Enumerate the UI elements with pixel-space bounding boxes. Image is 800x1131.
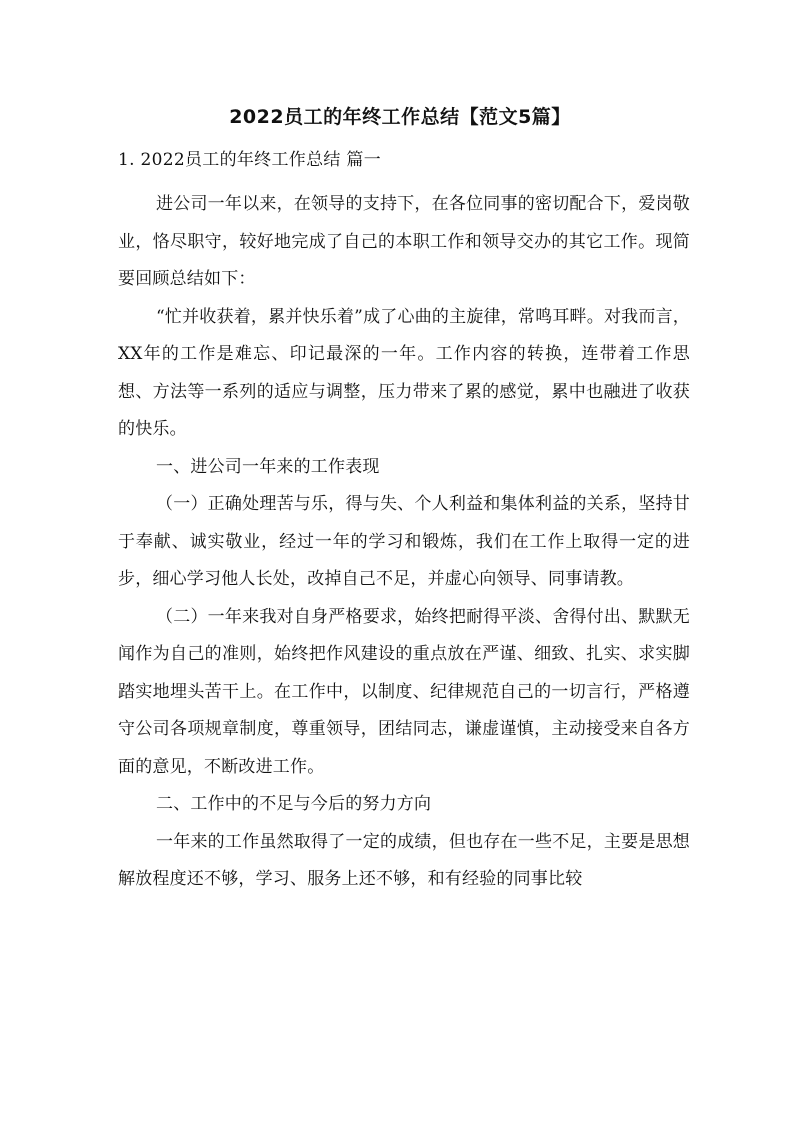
paragraph-point-one: （一）正确处理苦与乐，得与失、个人利益和集体利益的关系，坚持甘于奉献、诚实敬业，经过一年的学习和锻炼，我们在工作上取得一定的进步，细心学习他人长处，改掉自己不足，并虚心向领导、同事请教。: [118, 494, 690, 589]
document-title: 2022员工的年终工作总结【范文5篇】: [229, 106, 571, 128]
paragraph-reflection: “忙并收获着，累并快乐着”成了心曲的主旋律，常鸣耳畔。对我而言，XX年的工作是难忘、印记最深的一年。工作内容的转换，连带着工作思想、方法等一系列的适应与调整，压力带来了累的感觉，累中也融进了收获的快乐。: [118, 306, 690, 439]
document-body: [118, 186, 690, 899]
heading-shortcomings: 二、工作中的不足与今后的努力方向: [156, 794, 432, 814]
heading-work-performance: 一、进公司一年来的工作表现: [156, 456, 380, 477]
section-heading: 1. 2022员工的年终工作总结 篇一: [118, 150, 381, 170]
paragraph-shortcomings: 一年来的工作虽然取得了一定的成绩，但也存在一些不足，主要是思想解放程度还不够，学习、服务上还不够，和有经验的同事比较: [118, 831, 690, 889]
paragraph-point-two: （二）一年来我对自身严格要求，始终把耐得平淡、舍得付出、默默无闻作为自己的准则，始终把作风建设的重点放在严谨、细致、扎实、求实脚踏实地埋头苦干上。在工作中，以制度、纪律规范自己的一切言行，严格遵守公司各项规章制度，尊重领导，团结同志，谦虚谨慎，主动接受来自各方面的意见，不断改进工作。: [118, 606, 690, 777]
paragraph-intro: 进公司一年以来，在领导的支持下，在各位同事的密切配合下，爱岗敬业，恪尽职守，较好地完成了自己的本职工作和领导交办的其它工作。现简要回顾总结如下：: [118, 194, 690, 289]
